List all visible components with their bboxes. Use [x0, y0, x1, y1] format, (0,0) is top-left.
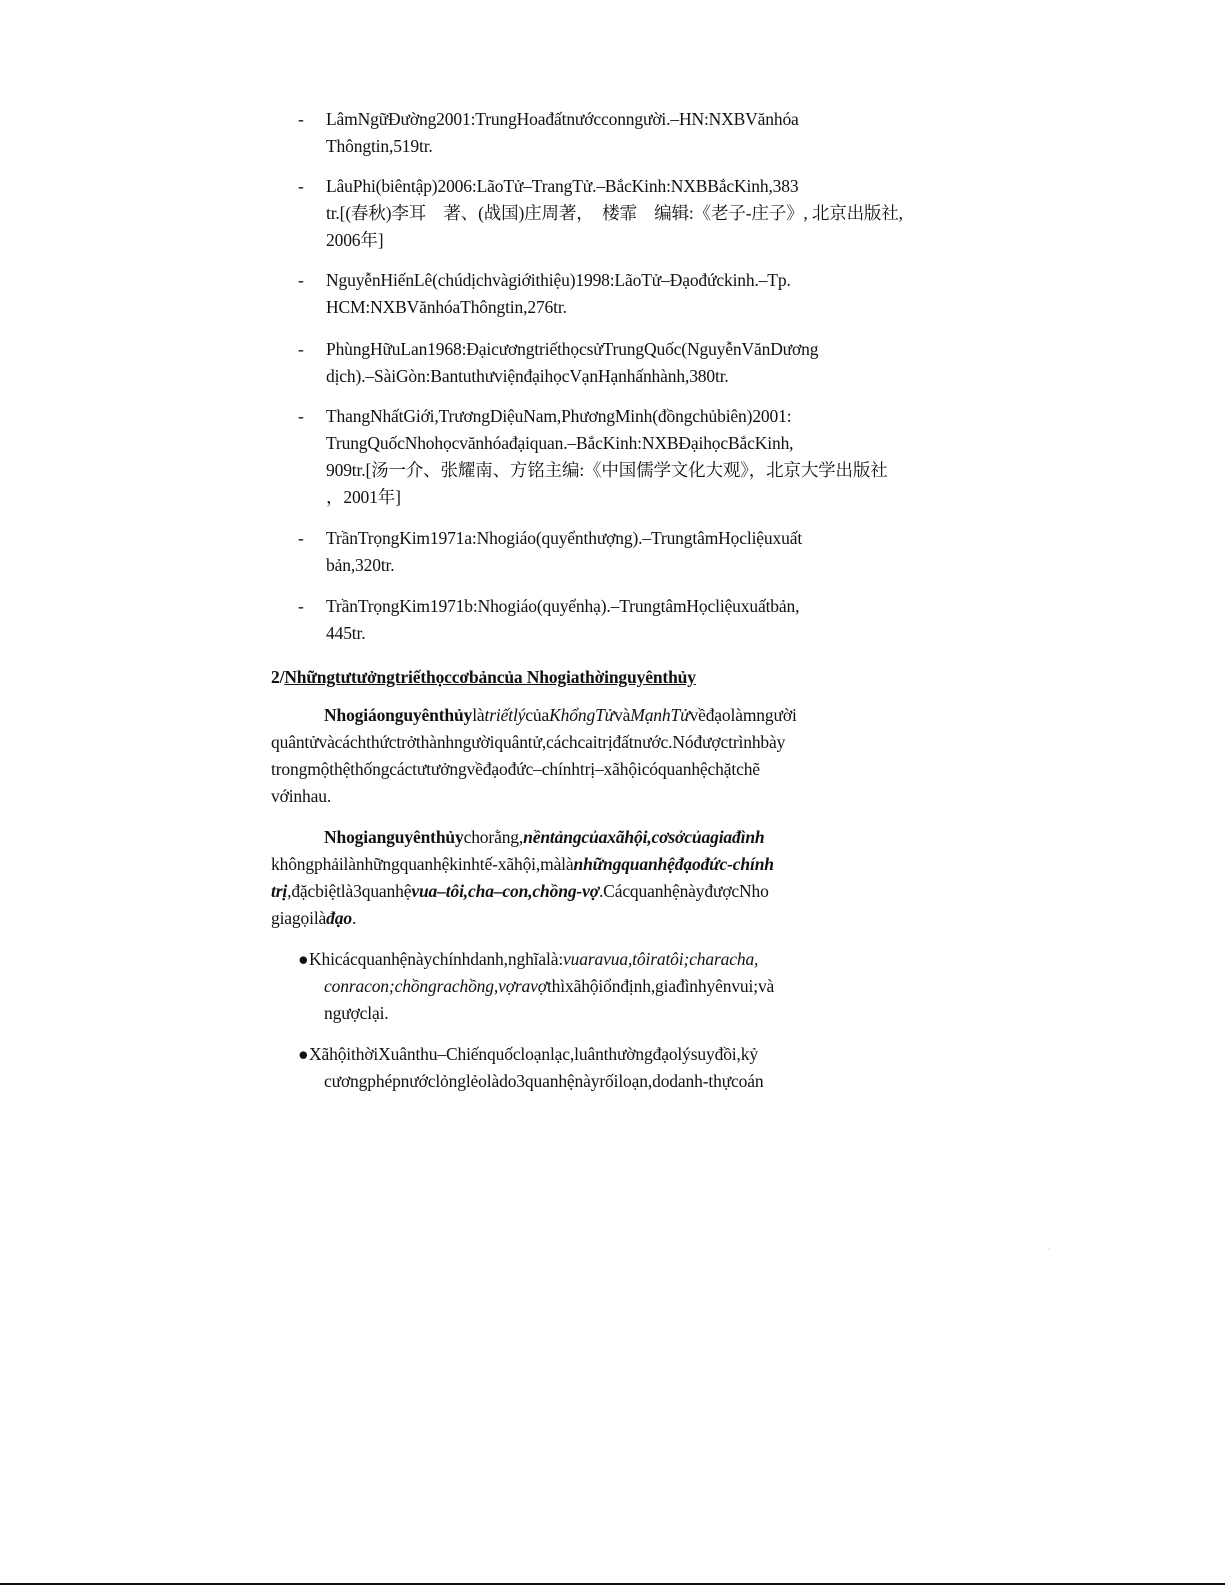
list-dash: - [298, 596, 304, 616]
reference-line: bản,320tr. [326, 555, 395, 575]
text-run: . [351, 908, 357, 928]
paragraph-line: vớinhau. [271, 786, 332, 806]
reference-line: 909tr.[汤一介、张耀南、方铭主编:《中国儒学文化大观》，北京大学出版社 [326, 460, 888, 480]
italic-term: vuaravua,tôiratôi;characha, [563, 949, 759, 969]
bold-italic-term: nhữngquanhệđạođức-chính [573, 854, 774, 874]
italic-term: triếtlý [484, 705, 526, 725]
list-dash: - [298, 406, 304, 426]
bullet-icon: ● [298, 1044, 309, 1064]
list-dash: - [298, 270, 304, 290]
bold-term: Nhogiáonguyênthủy [324, 705, 473, 725]
paragraph-line: trongmộthệthốngcáctưtưởngvềđạođức–chínhtrị–xãhộicóquanhệchặtchẽ [271, 759, 760, 779]
reference-line: ，2001年] [326, 487, 401, 507]
list-dash: - [298, 176, 304, 196]
bold-italic-term: đạo [326, 908, 352, 928]
reference-line: TrầnTrọngKim1971a:Nhogiáo(quyểnthượng).–TrungtâmHọcliệuxuất [326, 528, 803, 548]
bullet-item [298, 1041, 858, 1095]
bullet-line: XãhộithờiXuânthu–Chiếnquốcloạnlạc,luânthườngđạolýsuyđồi,kỷ [309, 1044, 758, 1064]
reference-line: PhùngHữuLan1968:ĐạicươngtriếthọcsửTrungQuốc(NguyễnVănDương [326, 339, 819, 359]
list-dash: - [298, 109, 304, 129]
paragraph-line [271, 905, 871, 932]
italic-term: KhổngTử [549, 705, 615, 725]
reference-line: NguyễnHiếnLê(chúdịchvàgiớithiệu)1998:LãoTử–Đạođứckinh.–Tp. [326, 270, 791, 290]
text-run: giagọilà [271, 908, 327, 928]
reference-line: 2006年] [326, 230, 384, 250]
reference-line: TrungQuốcNhohọcvănhóađạiquan.–BắcKinh:NXBĐạihọcBắcKinh, [326, 433, 794, 453]
list-dash: - [298, 528, 304, 548]
text-run: là [472, 705, 485, 725]
bold-term: Nhogianguyênthủy [324, 827, 464, 847]
reference-line: tr.[(春秋)李耳 著、(战国)庄周著， 楼霏 编辑:《老子-庄子》, 北京出版社, [326, 203, 903, 223]
reference-line: 445tr. [326, 623, 366, 643]
reference-line: LâmNgữĐường2001:TrungHoađấtnướcconngười.–HN:NXBVănhóa [326, 109, 799, 129]
bullet-line [298, 973, 858, 1000]
italic-term: MạnhTử [630, 705, 690, 725]
text-run: .CácquanhệnàyđượcNho [598, 881, 769, 901]
reference-line: dịch).–SàiGòn:BantuthưviệnđạihọcVạnHạnhấnhành,380tr. [326, 366, 729, 386]
bullet-line: cươngphépnướclỏnglẻolàdo3quanhệnàyrốiloạn,dodanh-thựcoán [324, 1071, 764, 1091]
text-run: thìxãhộiổnđịnh,giađìnhyênvui;và [546, 976, 775, 996]
bullet-line: ngượclại. [324, 1003, 389, 1023]
bold-italic-term: trị [271, 881, 288, 901]
scan-artifact [1048, 1248, 1050, 1250]
italic-term: conracon;chồngrachồng,vợravợ [324, 976, 547, 996]
paragraph-line: quântửvàcáchthứctrởthànhngườiquântử,cáchcaitrịđấtnước.Nóđượctrìnhbày [271, 732, 786, 752]
paragraph-line [271, 702, 871, 729]
reference-line: ThangNhấtGiới,TrươngDiệuNam,PhươngMinh(đồngchủbiên)2001: [326, 406, 792, 426]
text-run: và [614, 705, 631, 725]
bullet-line [298, 946, 858, 973]
text-run: chorằng, [463, 827, 524, 847]
bold-italic-term: vua–tôi,cha–con,chồng-vợ [411, 881, 599, 901]
paragraph-line [271, 851, 871, 878]
section-heading [271, 664, 696, 691]
bullet-icon: ● [298, 949, 309, 969]
paragraph-line [271, 824, 871, 851]
text-run: khôngphảilànhữngquanhệkinhtế-xãhội,màlà [271, 854, 574, 874]
reference-line: TrầnTrọngKim1971b:Nhogiáo(quyểnhạ).–TrungtâmHọcliệuxuấtbản, [326, 596, 800, 616]
text-run: ,đặcbiệtlà3quanhệ [287, 881, 412, 901]
paragraph-line [271, 878, 871, 905]
text-run: vềđạolàmngười [689, 705, 797, 725]
reference-line: Thôngtin,519tr. [326, 136, 433, 156]
reference-line: LâuPhi(biêntập)2006:LãoTử–TrangTử.–BắcKinh:NXBBắcKinh,383 [326, 176, 799, 196]
paragraph-1 [271, 702, 871, 810]
bullet-item [298, 946, 858, 1027]
text-run: Khicácquanhệnàychínhdanh,nghĩalà: [309, 949, 564, 969]
text-run: của [525, 705, 550, 725]
bold-italic-term: nềntảngcủaxãhội,cơsởcủagiađình [523, 827, 765, 847]
section-title: Nhữngtưtưởngtriếthọccơbảncủa Nhogiathờinguyênthủy [284, 667, 696, 687]
section-number: 2/ [271, 667, 285, 687]
paragraph-2 [271, 824, 871, 932]
list-dash: - [298, 339, 304, 359]
reference-line: HCM:NXBVănhóaThôngtin,276tr. [326, 297, 567, 317]
